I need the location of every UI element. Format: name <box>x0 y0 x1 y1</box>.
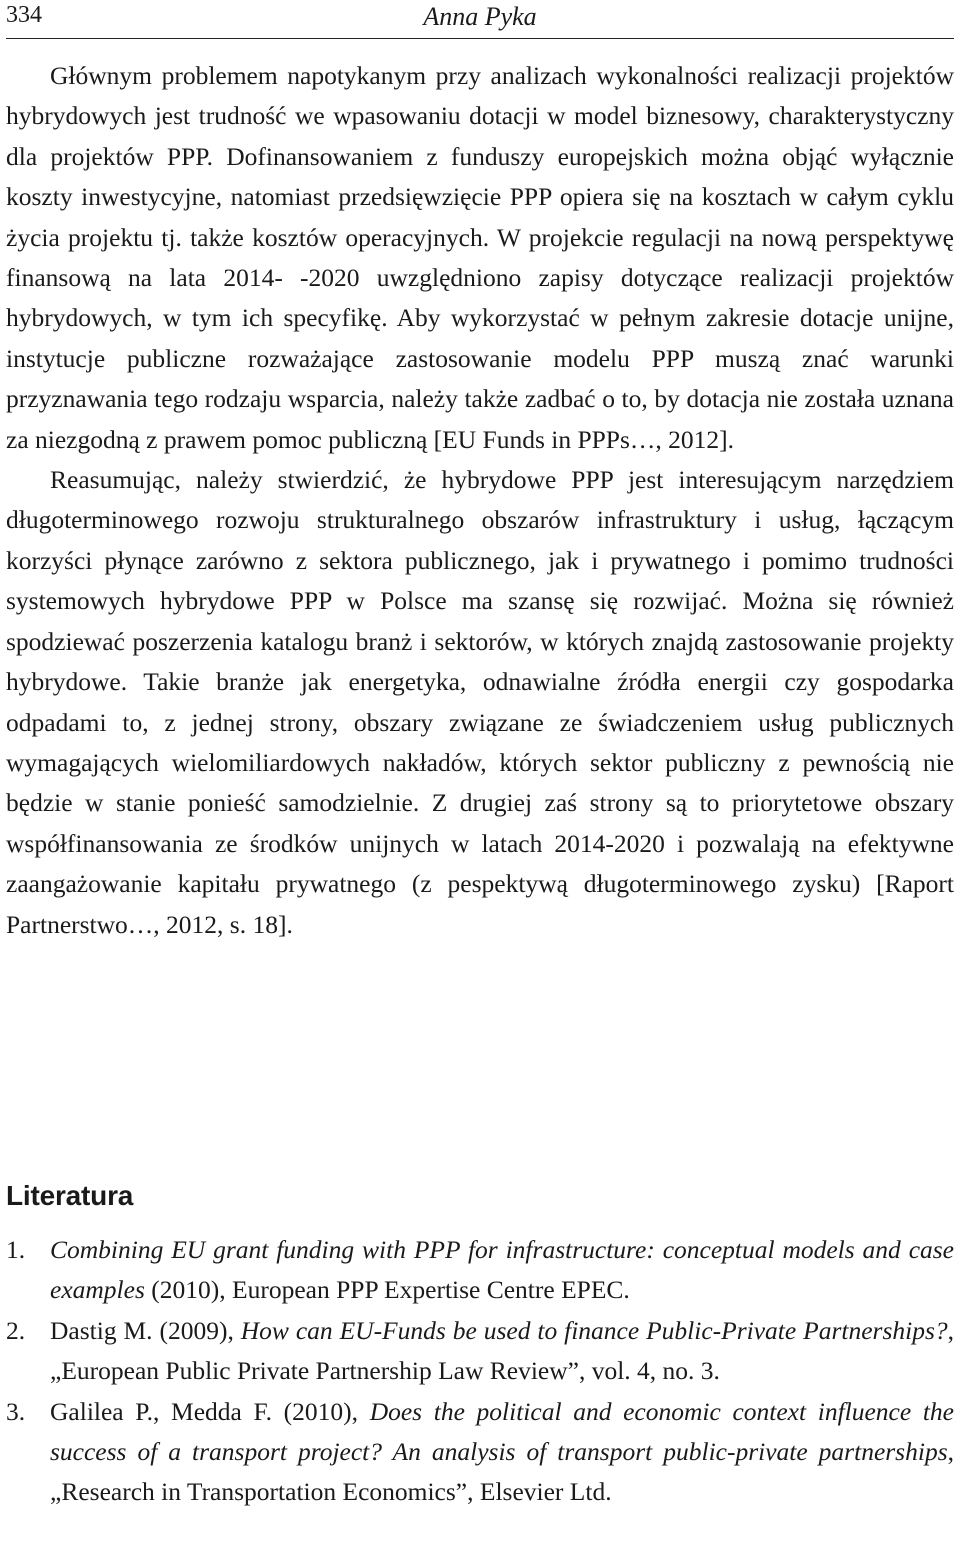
reference-title: Combining EU grant funding with PPP for infrastructure: conceptual models and case examples <box>50 1235 954 1305</box>
reference-author: Dastig M. (2009), <box>50 1315 241 1345</box>
reference-number: 3. <box>6 1396 26 1426</box>
reference-title: Does the political and economic context influence the success of a transport project? An analysis of transport public-private partnerships <box>50 1396 954 1467</box>
reference-item <box>6 1230 954 1311</box>
reference-item <box>6 1311 954 1392</box>
reference-title: How can EU-Funds be used to finance Public-Private Partnerships? <box>240 1315 948 1345</box>
reference-details: (2010), European PPP Expertise Centre EPEC. <box>144 1275 630 1305</box>
reference-text <box>50 1230 954 1311</box>
literature-heading: Literatura <box>6 1180 134 1211</box>
reference-number: 2. <box>6 1315 26 1345</box>
paragraph-2: Reasumując, należy stwierdzić, że hybrydowe PPP jest interesującym narzędziem długoterminowego rozwoju strukturalnego obszarów infrastruktury i usług, łączącym korzyści płynące zarówno z sektora publicznego, jak i prywatnego i pomimo trudności systemowych hybrydowe PPP w Polsce ma szansę się rozwijać. Można się również spodziewać poszerzenia katalogu branż i sektorów, w których znajdą zastosowanie projekty hybrydowe. Takie branże jak energetyka, odnawialne źródła energii czy gospodarka odpadami to, z jednej strony, obszary związane ze świadczeniem usług publicznych wymagających wielomiliardowych nakładów, których sektor publiczny z pewnością nie będzie w stanie ponieść samodzielnie. Z drugiej zaś strony są to priorytetowe obszary współfinansowania ze środków unijnych w latach 2014-2020 i pozwalają na efektywne zaangażowanie kapitału prywatnego (z pespektywą długoterminowego zysku) [Raport Partnerstwo…, 2012, s. 18]. <box>6 465 954 939</box>
body-text <box>6 56 954 945</box>
reference-author: Galilea P., Medda F. (2010), <box>50 1396 370 1426</box>
reference-details: , „European Public Private Partnership Law Review”, vol. 4, no. 3. <box>50 1315 955 1386</box>
reference-text <box>50 1392 954 1513</box>
reference-details: , „Research in Transportation Economics”, Elsevier Ltd. <box>50 1437 954 1507</box>
page-number: 334 <box>6 2 42 28</box>
reference-text <box>50 1311 954 1392</box>
running-head-author: Anna Pyka <box>423 2 537 31</box>
reference-item <box>6 1392 954 1513</box>
page-header <box>6 0 954 39</box>
paragraph-1: Głównym problemem napotykanym przy analizach wykonalności realizacji projektów hybrydowych jest trudność we wpasowaniu dotacji w model biznesowy, charakterystyczny dla projektów PPP. Dofinansowaniem z funduszy europejskich można objąć wyłącznie koszty inwestycyjne, natomiast przedsięwzięcie PPP opiera się na kosztach w całym cyklu życia projektu tj. także kosztów operacyjnych. W projekcie regulacji na nową perspektywę finansową na lata 2014- -2020 uwzględniono zapisy dotyczące realizacji projektów hybrydowych, w tym ich specyfikę. Aby wykorzystać w pełnym zakresie dotacje unijne, instytucje publiczne rozważające zastosowanie modelu PPP muszą znać warunki przyznawania tego rodzaju wsparcia, należy także zadbać o to, by dotacja nie została uznana za niezgodną z prawem pomoc publiczną [EU Funds in PPPs…, 2012]. <box>6 61 954 454</box>
reference-number: 1. <box>6 1235 26 1264</box>
reference-list <box>6 1230 954 1513</box>
